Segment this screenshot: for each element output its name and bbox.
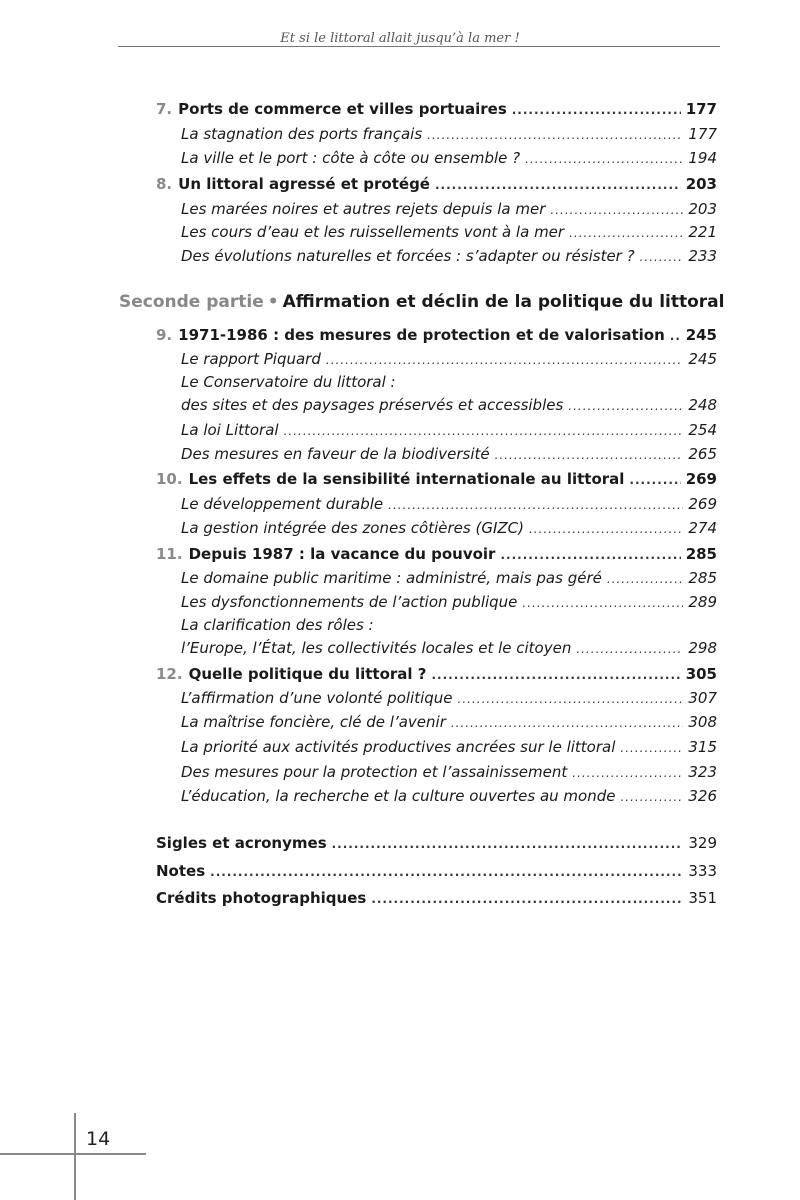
folio-horizontal-rule (0, 1153, 146, 1155)
leader-dots (427, 125, 683, 145)
toc-sigles[interactable] (156, 833, 717, 854)
leader-dots (451, 713, 684, 733)
leader-dots (495, 445, 684, 465)
section-title: Des mesures pour la protection et l’assainissement (181, 763, 568, 781)
leader-dots (435, 175, 681, 195)
page-folio: 14 (86, 1128, 111, 1150)
page-number: 298 (688, 639, 717, 657)
toc-section-line1[interactable] (181, 615, 717, 635)
toc-section[interactable] (181, 518, 717, 539)
section-title: Le Conservatoire du littoral : (181, 373, 396, 391)
section-title: Des mesures en faveur de la biodiversité (181, 445, 490, 463)
toc-section[interactable] (181, 148, 717, 169)
toc-section[interactable] (181, 222, 717, 243)
section-title: Les dysfonctionnements de l’action publique (181, 593, 518, 611)
page-number: 248 (688, 396, 717, 414)
page-number: 274 (688, 519, 717, 537)
leader-dots (607, 569, 684, 589)
section-title: La ville et le port : côte à côte ou ensemble ? (181, 149, 521, 167)
toc-chapter-12[interactable] (156, 664, 717, 685)
section-title: l’Europe, l’État, les collectivités locales et le citoyen (181, 639, 572, 657)
leader-dots (431, 665, 680, 685)
chapter-title: Les effets de la sensibilité internationale au littoral (188, 470, 625, 488)
toc-section[interactable] (181, 444, 717, 465)
chapter-number: 7. (156, 100, 173, 118)
section-title: La priorité aux activités productives ancrées sur le littoral (181, 738, 616, 756)
leader-dots (629, 470, 680, 490)
toc-section[interactable] (181, 712, 717, 733)
header-rule (118, 46, 720, 47)
leader-dots (569, 223, 683, 243)
leader-dots (525, 149, 683, 169)
toc-section[interactable] (181, 420, 717, 441)
page-number: 333 (688, 862, 717, 880)
chapter-title: 1971-1986 : des mesures de protection et de valorisation (178, 326, 665, 344)
page-number: 265 (688, 445, 717, 463)
leader-dots (512, 100, 681, 120)
part-label: Seconde partie (119, 292, 264, 312)
chapter-number: 8. (156, 175, 173, 193)
chapter-number: 9. (156, 326, 173, 344)
toc-section[interactable] (181, 395, 717, 416)
running-head: Et si le littoral allait jusqu’à la mer ! (280, 31, 520, 46)
section-title: des sites et des paysages préservés et accessibles (181, 396, 564, 414)
toc-credits[interactable] (156, 888, 717, 909)
page-number: 307 (688, 689, 717, 707)
page-number: 315 (688, 738, 717, 756)
section-title: Les marées noires et autres rejets depuis la mer (181, 200, 546, 218)
backmatter-title: Notes (156, 862, 206, 880)
leader-dots (529, 519, 683, 539)
toc-section[interactable] (181, 349, 717, 370)
leader-dots (568, 396, 683, 416)
folio-vertical-rule (74, 1113, 76, 1200)
leader-dots (458, 689, 684, 709)
section-title: La stagnation des ports français (181, 125, 423, 143)
page-number: 233 (688, 247, 717, 265)
chapter-title: Depuis 1987 : la vacance du pouvoir (188, 545, 496, 563)
leader-dots (284, 421, 684, 441)
page-number: 203 (688, 200, 717, 218)
section-title: La gestion intégrée des zones côtières (GIZC) (181, 519, 524, 537)
chapter-number: 10. (156, 470, 183, 488)
leader-dots (522, 593, 683, 613)
toc-section-line1[interactable] (181, 372, 717, 392)
leader-dots (620, 787, 683, 807)
part-title: Affirmation et déclin de la politique du littoral (282, 292, 725, 312)
chapter-number: 11. (156, 545, 183, 563)
toc-section[interactable] (181, 737, 717, 758)
page-number: 285 (685, 545, 717, 563)
toc-section[interactable] (181, 688, 717, 709)
section-title: Le développement durable (181, 495, 384, 513)
toc-chapter-9[interactable] (156, 325, 717, 346)
page-number: 351 (688, 889, 717, 907)
section-title: L’éducation, la recherche et la culture ouvertes au monde (181, 787, 616, 805)
toc-section[interactable] (181, 199, 717, 220)
page-number: 323 (688, 763, 717, 781)
page-number: 308 (688, 713, 717, 731)
toc-section[interactable] (181, 568, 717, 589)
page-number: 326 (688, 787, 717, 805)
leader-dots (572, 763, 683, 783)
toc-notes[interactable] (156, 861, 717, 882)
leader-dots (640, 247, 684, 267)
section-title: Le rapport Piquard (181, 350, 321, 368)
page-number: 254 (688, 421, 717, 439)
chapter-number: 12. (156, 665, 183, 683)
section-title: La maîtrise foncière, clé de l’avenir (181, 713, 446, 731)
section-title: Le domaine public maritime : administré, mais pas géré (181, 569, 602, 587)
backmatter-title: Sigles et acronymes (156, 834, 327, 852)
leader-dots (576, 639, 683, 659)
page-number: 245 (685, 326, 717, 344)
page-number: 245 (688, 350, 717, 368)
section-title: La clarification des rôles : (181, 616, 374, 634)
section-title: Les cours d’eau et les ruissellements vont à la mer (181, 223, 565, 241)
page-number: 329 (688, 834, 717, 852)
toc-chapter-7[interactable] (156, 99, 717, 120)
leader-dots (371, 889, 683, 909)
toc-chapter-11[interactable] (156, 544, 717, 565)
toc-chapter-10[interactable] (156, 469, 717, 490)
page-number: 289 (688, 593, 717, 611)
toc-section[interactable] (181, 638, 717, 659)
leader-dots (332, 834, 684, 854)
toc-section[interactable] (181, 246, 717, 267)
page-number: 305 (685, 665, 717, 683)
page-number: 221 (688, 223, 717, 241)
leader-dots (550, 200, 683, 220)
leader-dots (326, 350, 683, 370)
toc-section[interactable] (181, 762, 717, 783)
page-number: 177 (688, 125, 717, 143)
toc-section[interactable] (181, 592, 717, 613)
chapter-title: Quelle politique du littoral ? (188, 665, 427, 683)
page-number: 285 (688, 569, 717, 587)
leader-dots (210, 862, 683, 882)
chapter-title: Un littoral agressé et protégé (178, 175, 430, 193)
leader-dots (500, 545, 680, 565)
page-number: 203 (685, 175, 717, 193)
toc-section[interactable] (181, 494, 717, 515)
section-title: Des évolutions naturelles et forcées : s’adapter ou résister ? (181, 247, 635, 265)
leader-dots (670, 326, 681, 346)
toc-section[interactable] (181, 786, 717, 807)
toc-section[interactable] (181, 124, 717, 145)
bullet-icon: • (267, 292, 279, 312)
part-heading (119, 292, 724, 312)
leader-dots (388, 495, 683, 515)
toc-chapter-8[interactable] (156, 174, 717, 195)
backmatter-title: Crédits photographiques (156, 889, 367, 907)
page-number: 269 (688, 495, 717, 513)
page-number: 177 (685, 100, 717, 118)
page-number: 194 (688, 149, 717, 167)
section-title: La loi Littoral (181, 421, 279, 439)
leader-dots (620, 738, 683, 758)
section-title: L’affirmation d’une volonté politique (181, 689, 453, 707)
page-number: 269 (685, 470, 717, 488)
chapter-title: Ports de commerce et villes portuaires (178, 100, 507, 118)
